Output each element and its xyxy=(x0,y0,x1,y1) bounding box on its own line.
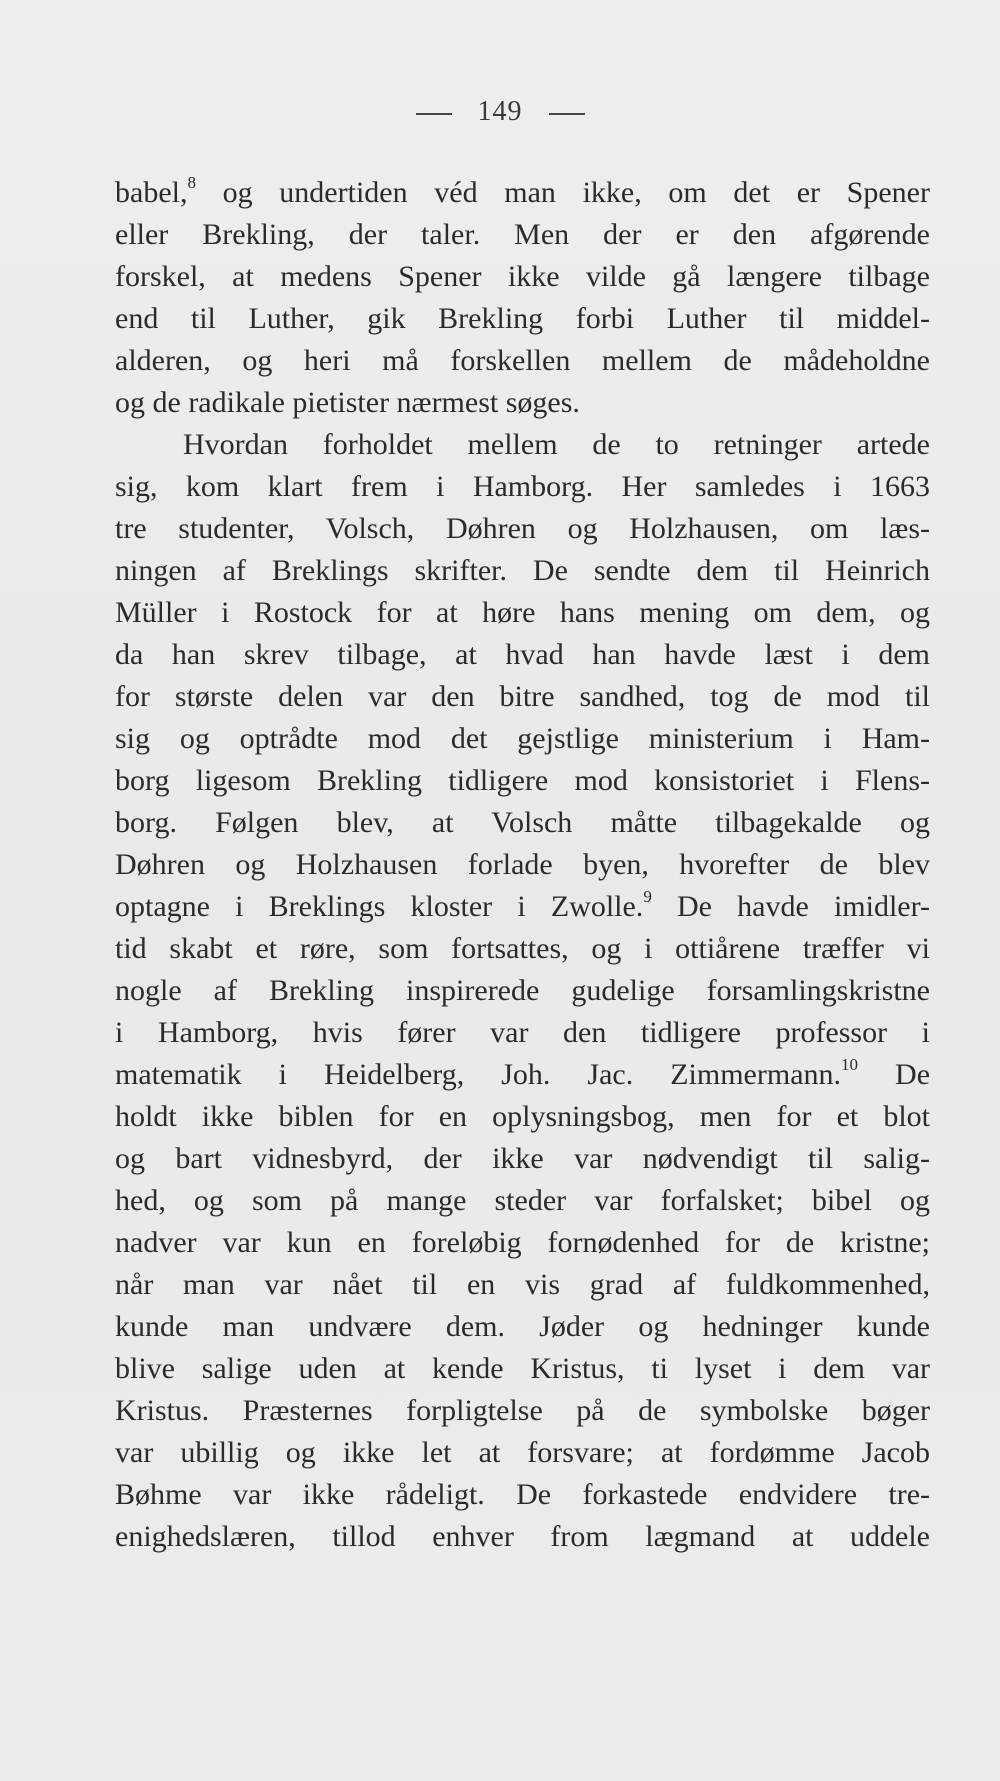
text-segment: forskel, at medens Spener ikke vilde gå længere tilbage xyxy=(115,260,930,293)
text-line xyxy=(115,508,930,550)
text-segment: Døhren og Holzhausen forlade byen, hvorefter de blev xyxy=(115,848,930,881)
text-segment: sig, kom klart frem i Hamborg. Her samledes i 1663 xyxy=(115,470,930,503)
text-line xyxy=(115,592,930,634)
text-line xyxy=(115,1306,930,1348)
text-line xyxy=(115,1390,930,1432)
text-line xyxy=(115,340,930,382)
text-segment: når man var nået til en vis grad af fuldkommenhed, xyxy=(115,1268,930,1301)
text-line xyxy=(115,424,930,466)
text-segment: Kristus. Præsternes forpligtelse på de symbolske bøger xyxy=(115,1394,930,1427)
text-segment: nogle af Brekling inspirerede gudelige forsamlingskristne xyxy=(115,974,930,1007)
text-line xyxy=(115,1264,930,1306)
text-segment: og undertiden véd man ikke, om det er Spener xyxy=(195,176,930,209)
text-line xyxy=(115,1222,930,1264)
text-segment: sig og optrådte mod det gejstlige ministerium i Ham- xyxy=(115,722,930,755)
page-header xyxy=(0,96,1000,128)
text-segment: eller Brekling, der taler. Men der er den afgørende xyxy=(115,218,930,251)
text-line xyxy=(115,172,930,214)
text-segment: kunde man undvære dem. Jøder og hedninger kunde xyxy=(115,1310,930,1343)
text-line xyxy=(115,1516,930,1558)
text-line xyxy=(115,634,930,676)
text-segment: hed, og som på mange steder var forfalsket; bibel og xyxy=(115,1184,930,1217)
text-line xyxy=(115,1432,930,1474)
text-segment: da han skrev tilbage, at hvad han havde læst i dem xyxy=(115,638,930,671)
text-segment: end til Luther, gik Brekling forbi Luther til middel- xyxy=(115,302,930,335)
text-segment: var ubillig og ikke let at forsvare; at fordømme Jacob xyxy=(115,1436,930,1469)
text-line xyxy=(115,844,930,886)
text-segment: Müller i Rostock for at høre hans mening om dem, og xyxy=(115,596,930,629)
text-segment: og bart vidnesbyrd, der ikke var nødvendigt til salig- xyxy=(115,1142,930,1175)
text-line xyxy=(115,718,930,760)
text-line xyxy=(115,382,930,424)
text-line xyxy=(115,1012,930,1054)
text-segment: babel, xyxy=(115,176,188,209)
text-segment: matematik i Heidelberg, Joh. Jac. Zimmermann. xyxy=(115,1058,842,1091)
text-segment: borg. Følgen blev, at Volsch måtte tilbagekalde og xyxy=(115,806,930,839)
text-line xyxy=(115,256,930,298)
text-segment: Bøhme var ikke rådeligt. De forkastede endvidere tre- xyxy=(115,1478,930,1511)
text-line xyxy=(115,1096,930,1138)
text-segment: og de radikale pietister nærmest søges. xyxy=(115,386,580,419)
header-dash-right xyxy=(549,113,585,115)
text-segment: optagne i Breklings kloster i Zwolle. xyxy=(115,890,644,923)
text-line xyxy=(115,1054,930,1096)
text-line xyxy=(115,760,930,802)
text-line xyxy=(115,550,930,592)
text-segment: enighedslæren, tillod enhver from lægmand at uddele xyxy=(115,1520,930,1553)
text-segment: tid skabt et røre, som fortsattes, og i ottiårene træffer vi xyxy=(115,932,930,965)
text-line xyxy=(115,466,930,508)
text-line xyxy=(115,1138,930,1180)
text-segment: borg ligesom Brekling tidligere mod konsistoriet i Flens- xyxy=(115,764,930,797)
header-dash-left xyxy=(416,113,452,115)
text-line xyxy=(115,970,930,1012)
text-segment: ningen af Breklings skrifter. De sendte dem til Heinrich xyxy=(115,554,930,587)
text-segment: De havde imidler- xyxy=(651,890,930,923)
text-line xyxy=(115,1348,930,1390)
footnote-marker: 9 xyxy=(643,887,652,906)
text-segment: blive salige uden at kende Kristus, ti lyset i dem var xyxy=(115,1352,930,1385)
text-line xyxy=(115,676,930,718)
text-line xyxy=(115,886,930,928)
text-line xyxy=(115,1474,930,1516)
text-line xyxy=(115,802,930,844)
text-segment: De xyxy=(858,1058,931,1091)
footnote-marker: 10 xyxy=(841,1055,859,1074)
text-segment: holdt ikke biblen for en oplysningsbog, men for et blot xyxy=(115,1100,930,1133)
page-number: 149 xyxy=(477,96,523,127)
text-segment: tre studenter, Volsch, Døhren og Holzhausen, om læs- xyxy=(115,512,930,545)
footnote-marker: 8 xyxy=(187,173,196,192)
text-line xyxy=(115,928,930,970)
text-segment: for største delen var den bitre sandhed, tog de mod til xyxy=(115,680,930,713)
text-segment: nadver var kun en foreløbig fornødenhed for de kristne; xyxy=(115,1226,930,1259)
text-line xyxy=(115,298,930,340)
text-line xyxy=(115,1180,930,1222)
text-line xyxy=(115,214,930,256)
body-text xyxy=(115,172,930,1558)
text-segment: Hvordan forholdet mellem de to retninger artede xyxy=(183,428,930,461)
text-segment: i Hamborg, hvis fører var den tidligere professor i xyxy=(115,1016,930,1049)
text-segment: alderen, og heri må forskellen mellem de mådeholdne xyxy=(115,344,930,377)
